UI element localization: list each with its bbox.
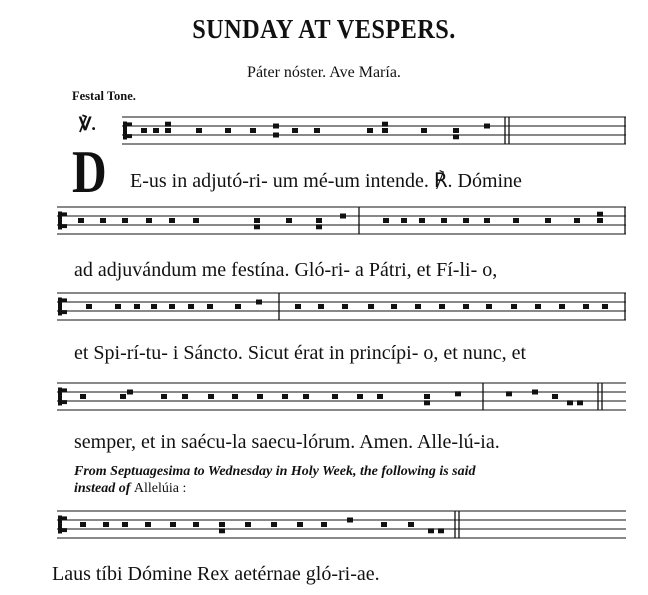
- note-square: [383, 218, 389, 223]
- note-square: [235, 304, 241, 309]
- note-square: [408, 522, 414, 527]
- note-square: [455, 391, 461, 396]
- clef-icon: [58, 388, 62, 406]
- note-square: [141, 128, 147, 133]
- note-square: [134, 304, 140, 309]
- note-square: [342, 304, 348, 309]
- clef-icon-part: [62, 400, 67, 404]
- note-square: [367, 128, 373, 133]
- note-square: [513, 218, 519, 223]
- note-square: [303, 394, 309, 399]
- note-square: [597, 218, 603, 223]
- note-square: [170, 522, 176, 527]
- clef-icon-part: [62, 212, 67, 216]
- note-square: [282, 394, 288, 399]
- note-square: [552, 394, 558, 399]
- clef-icon: [58, 298, 62, 316]
- note-square: [169, 304, 175, 309]
- verse-symbol: ℣.: [79, 114, 96, 134]
- note-square: [382, 128, 388, 133]
- note-square: [145, 522, 151, 527]
- note-square: [100, 218, 106, 223]
- note-square: [535, 304, 541, 309]
- note-square: [583, 304, 589, 309]
- note-square: [545, 218, 551, 223]
- note-square: [86, 304, 92, 309]
- note-square: [391, 304, 397, 309]
- note-square: [439, 304, 445, 309]
- note-square: [377, 394, 383, 399]
- clef-icon: [58, 212, 62, 230]
- note-square: [428, 528, 434, 533]
- clef-icon-part: [62, 516, 67, 520]
- note-square: [321, 522, 327, 527]
- clef-icon-part: [62, 310, 67, 314]
- note-square: [602, 304, 608, 309]
- note-square: [597, 212, 603, 217]
- note-square: [188, 304, 194, 309]
- note-square: [559, 304, 565, 309]
- note-square: [208, 394, 214, 399]
- note-square: [219, 528, 225, 533]
- note-square: [486, 304, 492, 309]
- lyric-line-2: ad adjuvándum me festína. Gló-ri- a Pátri, et Fí-li- o,: [74, 259, 498, 281]
- note-square: [511, 304, 517, 309]
- note-square: [340, 214, 346, 219]
- clef-icon-part: [62, 388, 67, 392]
- note-square: [115, 304, 121, 309]
- note-square: [332, 394, 338, 399]
- note-square: [161, 394, 167, 399]
- note-square: [286, 218, 292, 223]
- note-square: [453, 134, 459, 139]
- note-square: [574, 218, 580, 223]
- note-square: [484, 124, 490, 129]
- note-square: [463, 218, 469, 223]
- rubric-prefix: instead of: [74, 481, 131, 496]
- note-square: [292, 128, 298, 133]
- note-square: [401, 218, 407, 223]
- note-square: [424, 400, 430, 405]
- note-square: [219, 522, 225, 527]
- note-square: [295, 304, 301, 309]
- note-square: [193, 218, 199, 223]
- lyric-line-1: E-us in adjutó-ri- um mé-um intende. ℟. Dómine: [130, 170, 522, 192]
- clef-icon: [58, 516, 62, 534]
- note-square: [357, 394, 363, 399]
- clef-icon-part: [62, 298, 67, 302]
- note-square: [250, 128, 256, 133]
- lyric-line-4: semper, et in saécu-la saecu-lórum. Amen. Alle-lú-ia.: [74, 431, 500, 453]
- note-square: [463, 304, 469, 309]
- mode-label: Festal Tone.: [72, 89, 136, 103]
- note-square: [316, 224, 322, 229]
- note-square: [169, 218, 175, 223]
- note-square: [153, 128, 159, 133]
- note-square: [273, 124, 279, 129]
- note-square: [146, 218, 152, 223]
- note-square: [424, 394, 430, 399]
- note-square: [421, 128, 427, 133]
- note-square: [441, 218, 447, 223]
- note-square: [257, 394, 263, 399]
- note-square: [151, 304, 157, 309]
- clef-icon-part: [62, 224, 67, 228]
- note-square: [225, 128, 231, 133]
- note-square: [419, 218, 425, 223]
- rubric-suffix: :: [179, 481, 187, 496]
- note-square: [297, 522, 303, 527]
- note-square: [207, 304, 213, 309]
- drop-cap: D: [72, 139, 107, 205]
- note-square: [122, 522, 128, 527]
- note-square: [318, 304, 324, 309]
- note-square: [577, 400, 583, 405]
- note-square: [506, 391, 512, 396]
- note-square: [256, 300, 262, 305]
- note-square: [316, 218, 322, 223]
- rubric-line-1: From Septuagesima to Wednesday in Holy Week, the following is said: [74, 464, 476, 479]
- note-square: [415, 304, 421, 309]
- note-square: [567, 400, 573, 405]
- note-square: [232, 394, 238, 399]
- note-square: [103, 522, 109, 527]
- note-square: [78, 218, 84, 223]
- final-text: Laus tíbi Dómine Rex aetérnae gló-ri-ae.: [52, 563, 380, 585]
- note-square: [193, 522, 199, 527]
- note-square: [438, 528, 444, 533]
- note-square: [254, 218, 260, 223]
- note-square: [381, 522, 387, 527]
- note-square: [254, 224, 260, 229]
- note-square: [347, 518, 353, 523]
- note-square: [165, 122, 171, 127]
- note-square: [182, 394, 188, 399]
- note-square: [314, 128, 320, 133]
- note-square: [382, 122, 388, 127]
- note-square: [127, 390, 133, 395]
- note-square: [80, 394, 86, 399]
- note-square: [165, 128, 171, 133]
- page-subtitle: Páter nóster. Ave María.: [247, 64, 401, 81]
- note-square: [122, 218, 128, 223]
- note-square: [245, 522, 251, 527]
- note-square: [484, 218, 490, 223]
- page-title: SUNDAY AT VESPERS.: [192, 14, 456, 44]
- note-square: [120, 394, 126, 399]
- note-square: [453, 128, 459, 133]
- note-square: [271, 522, 277, 527]
- note-square: [368, 304, 374, 309]
- clef-icon-part: [127, 134, 132, 138]
- note-square: [80, 522, 86, 527]
- rubric-word: Allelúia: [133, 481, 179, 496]
- clef-icon: [123, 122, 127, 140]
- lyric-line-3: et Spi-rí-tu- i Sáncto. Sicut érat in princípi- o, et nunc, et: [74, 342, 527, 364]
- note-square: [273, 133, 279, 138]
- clef-icon-part: [127, 122, 132, 126]
- rubric-line-2: [74, 481, 186, 497]
- note-square: [196, 128, 202, 133]
- clef-icon-part: [62, 528, 67, 532]
- note-square: [532, 390, 538, 395]
